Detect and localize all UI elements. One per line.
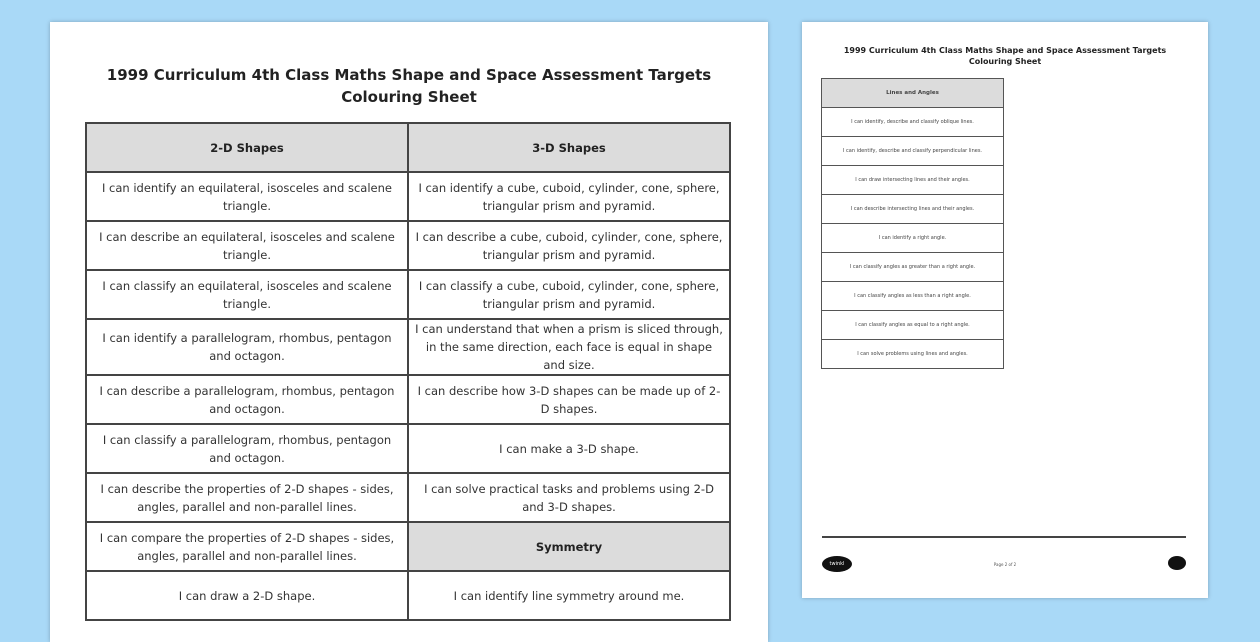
title-line: 1999 Curriculum 4th Class Maths Shape and Space Assessment Targets xyxy=(106,66,712,84)
target-cell: I can identify, describe and classify oblique lines. xyxy=(822,108,1004,137)
page-title xyxy=(50,64,768,108)
target-cell: I can identify an equilateral, isosceles and scalene triangle. xyxy=(86,172,408,221)
table-row xyxy=(86,319,730,375)
worksheet-page-1 xyxy=(50,22,768,642)
target-cell: I can draw a 2-D shape. xyxy=(86,571,408,620)
target-cell: I can make a 3-D shape. xyxy=(408,424,730,473)
target-cell: I can classify an equilateral, isosceles and scalene triangle. xyxy=(86,270,408,319)
page-title xyxy=(802,45,1208,67)
target-cell: I can identify a parallelogram, rhombus, pentagon and octagon. xyxy=(86,319,408,375)
table-row xyxy=(86,424,730,473)
lines-angles-table xyxy=(821,78,1004,369)
table-row xyxy=(86,522,730,571)
target-cell: I can identify, describe and classify perpendicular lines. xyxy=(822,137,1004,166)
table-row xyxy=(86,172,730,221)
column-header: Lines and Angles xyxy=(822,79,1004,108)
table-row xyxy=(86,270,730,319)
table-row xyxy=(86,571,730,620)
target-cell: I can identify a cube, cuboid, cylinder, cone, sphere, triangular prism and pyramid. xyxy=(408,172,730,221)
target-cell: I can describe the properties of 2-D shapes - sides, angles, parallel and non-parallel lines. xyxy=(86,473,408,522)
target-cell: I can classify angles as greater than a right angle. xyxy=(822,253,1004,282)
table-row xyxy=(822,137,1004,166)
title-line: Colouring Sheet xyxy=(341,88,477,106)
table-row xyxy=(86,473,730,522)
target-cell: I can identify line symmetry around me. xyxy=(408,571,730,620)
table-row xyxy=(822,108,1004,137)
table-row xyxy=(822,166,1004,195)
page-number: Page 2 of 2 xyxy=(993,562,1017,567)
title-line: Colouring Sheet xyxy=(968,57,1042,66)
table-row xyxy=(822,340,1004,369)
target-cell: I can solve practical tasks and problems using 2-D and 3-D shapes. xyxy=(408,473,730,522)
target-cell: I can classify angles as less than a right angle. xyxy=(822,282,1004,311)
target-cell: I can understand that when a prism is sliced through, in the same direction, each face is equal in shape and size. xyxy=(408,319,730,375)
target-cell: I can compare the properties of 2-D shapes - sides, angles, parallel and non-parallel lines. xyxy=(86,522,408,571)
table-row xyxy=(822,195,1004,224)
targets-table xyxy=(85,122,731,621)
title-line: 1999 Curriculum 4th Class Maths Shape and Space Assessment Targets xyxy=(843,46,1167,55)
twinkl-logo: twinkl xyxy=(822,556,852,572)
target-cell: I can classify a parallelogram, rhombus, pentagon and octagon. xyxy=(86,424,408,473)
target-cell: I can classify a cube, cuboid, cylinder, cone, sphere, triangular prism and pyramid. xyxy=(408,270,730,319)
target-cell: I can describe a cube, cuboid, cylinder, cone, sphere, triangular prism and pyramid. xyxy=(408,221,730,270)
target-cell: I can describe how 3-D shapes can be made up of 2-D shapes. xyxy=(408,375,730,424)
table-row xyxy=(822,253,1004,282)
table-row xyxy=(822,282,1004,311)
target-cell: I can identify a right angle. xyxy=(822,224,1004,253)
target-cell: I can classify angles as equal to a right angle. xyxy=(822,311,1004,340)
target-cell: I can describe a parallelogram, rhombus, pentagon and octagon. xyxy=(86,375,408,424)
worksheet-page-2 xyxy=(802,22,1208,598)
table-header-row xyxy=(86,123,730,172)
target-cell: I can describe an equilateral, isosceles and scalene triangle. xyxy=(86,221,408,270)
table-row xyxy=(822,224,1004,253)
target-cell: I can draw intersecting lines and their angles. xyxy=(822,166,1004,195)
target-cell: I can solve problems using lines and angles. xyxy=(822,340,1004,369)
column-header: 2-D Shapes xyxy=(86,123,408,172)
table-row xyxy=(822,311,1004,340)
badge-icon xyxy=(1168,556,1186,570)
target-cell: Symmetry xyxy=(408,522,730,571)
target-cell: I can describe intersecting lines and their angles. xyxy=(822,195,1004,224)
table-row xyxy=(86,375,730,424)
column-header: 3-D Shapes xyxy=(408,123,730,172)
table-row xyxy=(86,221,730,270)
footer-divider xyxy=(822,536,1186,538)
